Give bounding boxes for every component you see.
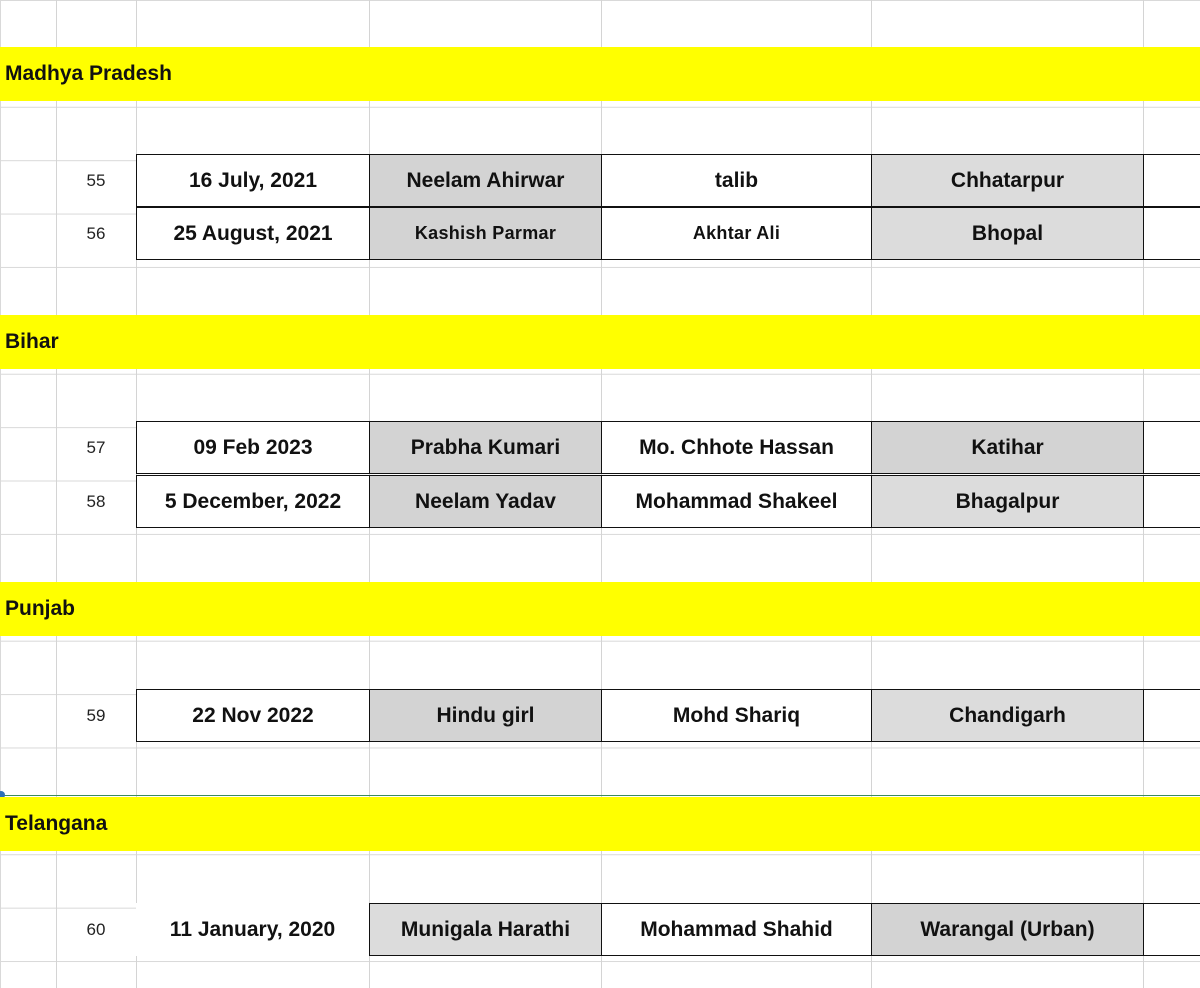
row-number: 55: [86, 170, 106, 190]
place-cell[interactable]: Bhopal: [871, 207, 1144, 260]
girl-name-cell[interactable]: Prabha Kumari: [369, 421, 602, 474]
empty-cell[interactable]: [1143, 207, 1200, 260]
girl-name-cell[interactable]: Neelam Ahirwar: [369, 154, 602, 207]
man-name-cell[interactable]: Mohammad Shakeel: [601, 475, 872, 528]
girl-name-cell[interactable]: Neelam Yadav: [369, 475, 602, 528]
date-cell[interactable]: 09 Feb 2023: [136, 421, 370, 474]
place-cell[interactable]: Bhagalpur: [871, 475, 1144, 528]
state-name: Punjab: [5, 597, 76, 620]
man-name-cell[interactable]: talib: [601, 154, 872, 207]
man-name-cell[interactable]: Mohd Shariq: [601, 689, 872, 742]
empty-cell[interactable]: [1143, 475, 1200, 528]
place-cell[interactable]: Warangal (Urban): [871, 903, 1144, 956]
date-cell[interactable]: 11 January, 2020: [136, 903, 370, 956]
empty-cell[interactable]: [1143, 903, 1200, 956]
girl-name-cell[interactable]: Munigala Harathi: [369, 903, 602, 956]
empty-cell[interactable]: [1143, 421, 1200, 474]
date-cell[interactable]: 22 Nov 2022: [136, 689, 370, 742]
man-name-cell[interactable]: Mo. Chhote Hassan: [601, 421, 872, 474]
place-cell[interactable]: Chhatarpur: [871, 154, 1144, 207]
row-number: 57: [86, 437, 106, 457]
state-name: Madhya Pradesh: [5, 62, 172, 85]
row-number: 60: [86, 919, 106, 939]
place-cell[interactable]: Katihar: [871, 421, 1144, 474]
man-name-cell[interactable]: Akhtar Ali: [601, 207, 872, 260]
date-cell[interactable]: 16 July, 2021: [136, 154, 370, 207]
state-name: Bihar: [5, 330, 59, 353]
girl-name-cell[interactable]: Kashish Parmar: [369, 207, 602, 260]
date-cell[interactable]: 25 August, 2021: [136, 207, 370, 260]
date-cell[interactable]: 5 December, 2022: [136, 475, 370, 528]
empty-cell[interactable]: [1143, 154, 1200, 207]
state-name: Telangana: [5, 812, 108, 835]
state-header-row[interactable]: [0, 47, 1200, 101]
row-number: 58: [86, 491, 106, 511]
row-number: 59: [86, 705, 106, 725]
empty-cell[interactable]: [1143, 689, 1200, 742]
state-header-row[interactable]: [0, 315, 1200, 369]
selection-border: [0, 795, 1200, 796]
state-header-row[interactable]: [0, 582, 1200, 636]
man-name-cell[interactable]: Mohammad Shahid: [601, 903, 872, 956]
girl-name-cell[interactable]: Hindu girl: [369, 689, 602, 742]
state-header-row[interactable]: [0, 797, 1200, 851]
row-number: 56: [86, 223, 106, 243]
place-cell[interactable]: Chandigarh: [871, 689, 1144, 742]
